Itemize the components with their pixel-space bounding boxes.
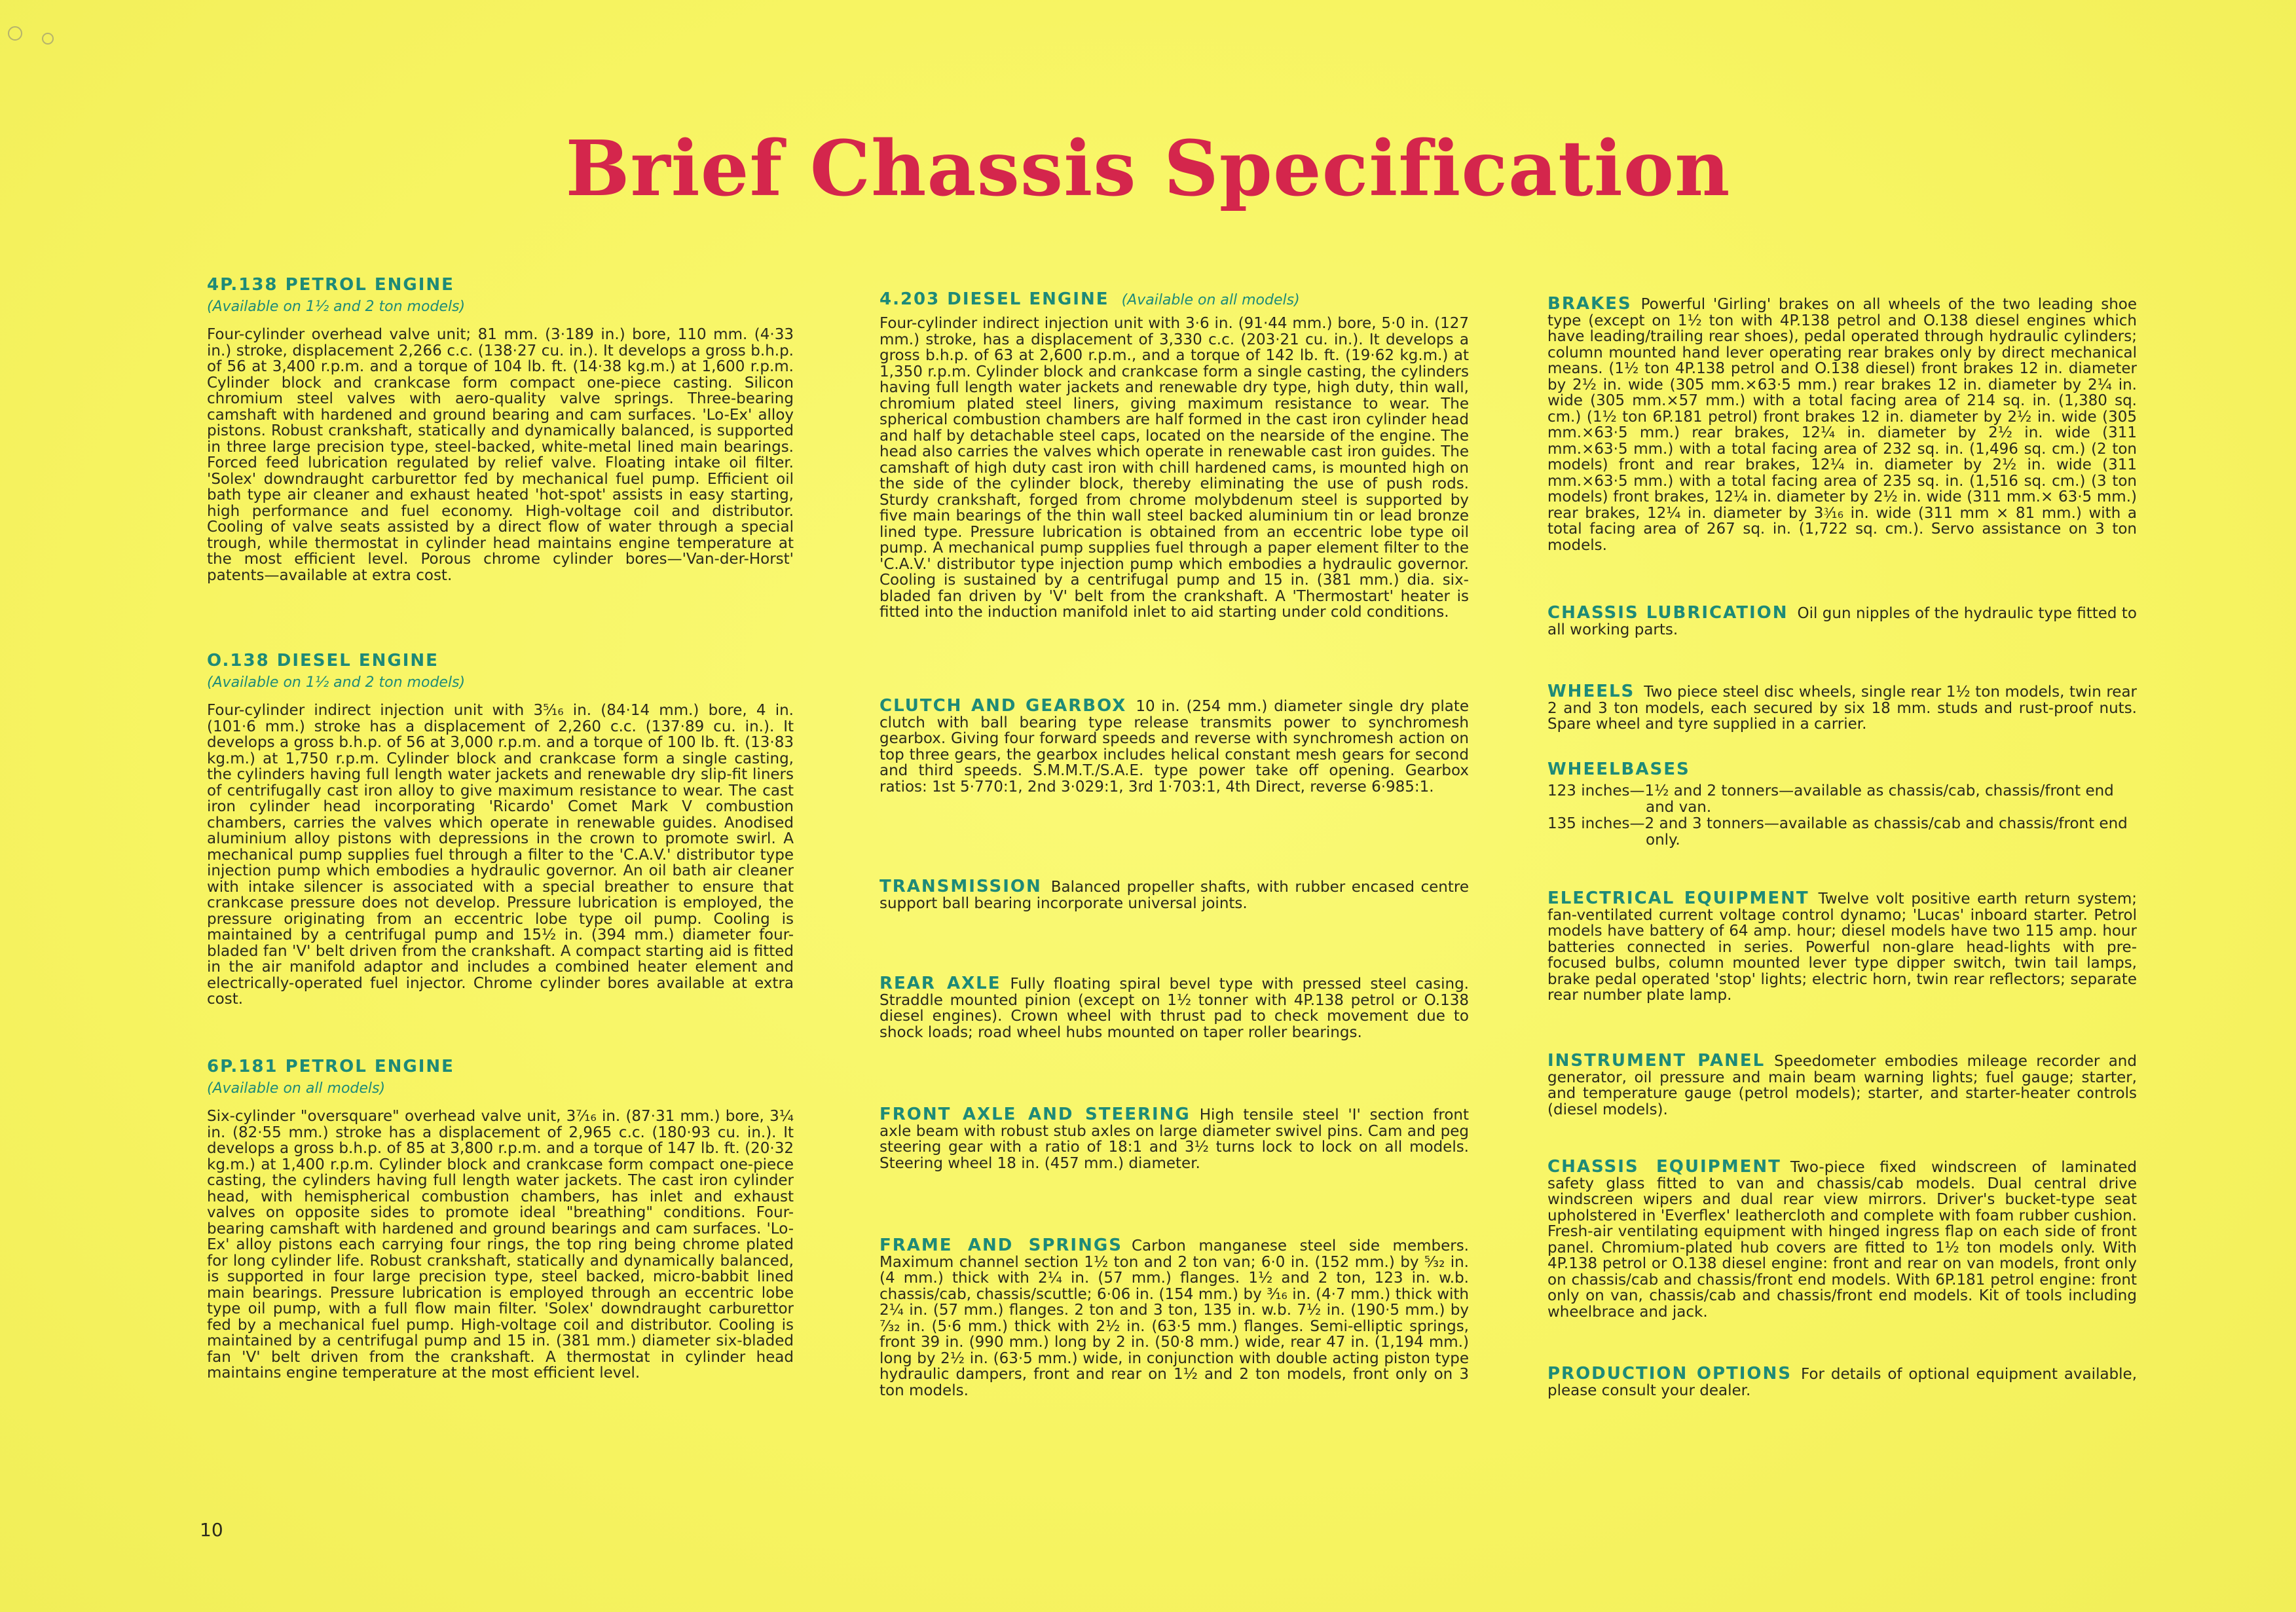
section-heading: CHASSIS EQUIPMENT: [1547, 1157, 1781, 1177]
section-body: For details of optional equipment available, please consult your dealer.: [1547, 1366, 2137, 1399]
section-body: Speedometer embodies mileage recorder and generator, oil pressure and main beam warning lights; fuel gauge; starter, and temperature gauge (petrol models); starter, and starter-heater controls (diesel models).: [1547, 1053, 2137, 1118]
section-body: Two piece steel disc wheels, single rear 1½ ton models, twin rear 2 and 3 ton models, each secured by six 18 mm. studs and rust-proof nuts. Spare wheel and tyre supplied in a carrier.: [1547, 684, 2137, 733]
section-heading: ELECTRICAL EQUIPMENT: [1547, 888, 1809, 908]
section-4203-diesel: [880, 289, 1469, 621]
section-header: [880, 289, 1469, 309]
section-body: High tensile steel 'I' section front axle beam with robust stub axles on large diameter swivel pins. Cam and peg steering gear with a ratio of 18:1 and 3½ turns lock to lock on all models. Steering wheel 18 in. (457 mm.) diameter.: [880, 1107, 1469, 1172]
section-heading: CLUTCH AND GEARBOX: [880, 696, 1127, 716]
section-body: Four-cylinder indirect injection unit with 3⁵⁄₁₆ in. (84·14 mm.) bore, 4 in. (101·6 mm.) stroke has a displacement of 2,260 c.c. (137·89 cu. in.). It develops a gross b.h.p. of 56 at 3,000 r.p.m. and a torque of 100 lb. ft. (13·83 kg.m.) at 1,750 r.p.m. Cylinder block and crankcase form a single casting, the cylinders having full length water jackets and renewable dry slip-fit liners of centrifugally cast iron alloy to give maximum resistance to wear. The cast iron cylinder head incorporating 'Ricardo' Comet Mark V combustion chambers, carries the valves which operate in renewable guides. Anodised aluminium alloy pistons with depressions in the crown to promote swirl. A mechanical pump supplies fuel through a filter to the 'C.A.V.' distributor type injection pump which embodies a hydraulic governor. An oil bath air cleaner with intake silencer is associated with a special breather to ensure that crankcase pressure does not develop. Pressure lubrication is employed, the pressure originating from an eccentric lobe type oil pump. Cooling is maintained by a centrifugal pump and 15½ in. (394 mm.) diameter four-bladed fan 'V' belt driven from the crankshaft. A compact starting aid is fitted in the air manifold adaptor and includes a combined heater element and electrically-operated fuel injector. Chrome cylinder bores available at extra cost.: [207, 702, 794, 1008]
section-body: Two-piece fixed windscreen of laminated safety glass fitted to van and chassis/cab models. Dual central drive windscreen wipers and dual rear view mirrors. Driver's bucket-type seat upholstered in 'Everflex' leathercloth and complete with foam rubber cushion. Fresh-air ventilating equipment with hinged ingress flap on each side of front panel. Chromium-plated hub covers are fitted to 1½ ton models only. With 4P.138 petrol or O.138 diesel engine: front and rear on van models, front only on chassis/cab and chassis/front end models. With 6P.181 petrol engine: front only on van, chassis/cab and chassis/front end models. Kit of tools including wheelbrace and jack.: [1547, 1159, 2137, 1321]
section-4p138-petrol: [207, 275, 794, 583]
section-heading: O.138 DIESEL ENGINE: [207, 651, 439, 670]
section-subheading: (Available on 1½ and 2 ton models): [207, 674, 466, 691]
section-chassis-equipment: [1547, 1159, 2137, 1320]
section-heading: WHEELBASES: [1547, 760, 1690, 779]
section-front-axle: [880, 1107, 1469, 1171]
section-electrical-equipment: [1547, 890, 2137, 1004]
section-heading: 4.203 DIESEL ENGINE: [880, 289, 1109, 309]
section-transmission: [880, 879, 1469, 911]
paper-mark: [42, 33, 54, 45]
section-heading: FRONT AXLE AND STEERING: [880, 1105, 1191, 1124]
section-body: Fully floating spiral bevel type with pressed steel casing. Straddle mounted pinion (except on 1½ tonner with 4P.138 petrol or O.138 diesel engines). Crown wheel with thrust pad to check movement due to shock loads; road wheel hubs mounted on taper roller bearings.: [880, 976, 1469, 1041]
section-heading: CHASSIS LUBRICATION: [1547, 603, 1788, 623]
section-chassis-lubrication: [1547, 605, 2137, 638]
section-body: 10 in. (254 mm.) diameter single dry plate clutch with ball bearing type release transmits power to synchromesh gearbox. Giving four forward speeds and reverse with synchromesh action on top three gears, the gearbox includes helical constant mesh gears for second and third speeds. S.M.M.T./S.A.E. type power take off opening. Gearbox ratios: 1st 5·770:1, 2nd 3·029:1, 3rd 1·703:1, 4th Direct, reverse 6·985:1.: [880, 698, 1469, 796]
page-number: 10: [200, 1519, 223, 1541]
section-instrument-panel: [1547, 1053, 2137, 1118]
section-body: Six-cylinder "oversquare" overhead valve unit, 3⁷⁄₁₆ in. (87·31 mm.) bore, 3¼ in. (82·55 mm.) stroke has a displacement of 2,965 c.c. (180·93 cu. in.). It develops a gross b.h.p. of 85 at 3,800 r.p.m. and a torque of 147 lb. ft. (20·32 kg.m.) at 1,400 r.p.m. Cylinder block and crankcase form compact one-piece casting, the cylinders having full length water jackets. The cast iron cylinder head, with hemispherical combustion chambers, has inlet and exhaust valves on opposite sides to promote ideal "breathing" conditions. Four-bearing camshaft with hardened and ground bearings and cam surfaces. 'Lo-Ex' alloy pistons each carrying four rings, the top ring being chrome plated for long cylinder life. Robust crankshaft, statically and dynamically balanced, is supported in four large precision type, steel backed, micro-babbit lined main bearings. Pressure lubrication is employed through an eccentric lobe type oil pump, with a full flow main filter. 'Solex' downdraught carburettor fed by a mechanical fuel pump. High-voltage coil and distributor. Cooling is maintained by a centrifugal pump and 15 in. (381 mm.) diameter six-bladed fan 'V' belt driven from the crankshaft. A thermostat in cylinder head maintains engine temperature at the most efficient level.: [207, 1108, 794, 1382]
section-o138-diesel: [207, 651, 794, 1008]
section-subheading: (Available on 1½ and 2 ton models): [207, 299, 466, 315]
section-body: Carbon manganese steel side members. Maximum channel section 1½ ton and 2 ton van; 6·0 in. (152 mm.) by ⁵⁄₃₂ in. (4 mm.) thick with 2¼ in. (57 mm.) flanges. 1½ and 2 ton, 123 in. w.b. chassis/cab, chassis/scuttle; 6·06 in. (154 mm.) by ³⁄₁₆ in. (4·7 mm.) thick with 2¼ in. (57 mm.) flanges. 2 ton and 3 ton, 135 in. w.b. 7½ in. (190·5 mm.) by ⁷⁄₃₂ in. (5·6 mm.) thick with 2½ in. (63·5 mm.) flanges. Semi-elliptic springs, front 39 in. (990 mm.) long by 2 in. (50·8 mm.) wide, rear 47 in. (1,194 mm.) long by 2½ in. (63·5 mm.) wide, in conjunction with double acting piston type hydraulic dampers, front and rear on 1½ and 2 ton models, front only on 3 ton models.: [880, 1237, 1469, 1399]
section-body: Powerful 'Girling' brakes on all wheels of the two leading shoe type (except on 1½ ton with 4P.138 petrol and O.138 diesel engines which have leading/trailing rear shoes), pedal operated through hydraulic cylinders; column mounted hand lever operating rear brakes only by direct mechanical means. (1½ ton 4P.138 petrol and O.138 diesel) front brakes 12 in. diameter by 2½ in. wide (305 mm.×63·5 mm.) rear brakes 12 in. diameter by 2¼ in. wide (305 mm.×57 mm.) with a total facing area of 214 sq. in. (1,380 sq. cm.) (1½ ton 6P.181 petrol) front brakes 12 in. diameter by 2½ in. wide (305 mm.×63·5 mm.) rear brakes, 12¼ in. diameter by 2½ in. wide (311 mm.×63·5 mm.) with a total facing area of 232 sq. in. (1,496 sq. cm.) (2 ton models) front and rear brakes, 12¼ in. diameter by 2½ in. wide (311 mm.×63·5 mm.) with a total facing area of 235 sq. in. (1,516 sq. cm.) (3 ton models) front brakes, 12¼ in. diameter by 2½ in. wide (311 mm.× 63·5 mm.) rear brakes, 12¼ in. diameter by 3⁳⁄₁₆ in. wide (311 mm × 81 mm.) with a total facing area of 267 sq. in. (1,722 sq. cm.). Servo assistance on 3 ton models.: [1547, 296, 2137, 554]
section-wheelbases: [1547, 760, 2137, 849]
section-frame-springs: [880, 1237, 1469, 1399]
section-body: Twelve volt positive earth return system; fan-ventilated current voltage control dynamo; 'Lucas' inboard starter. Petrol models have battery of 64 amp. hour; diesel models have two 115 amp. hour batteries connected in series. Powerful non-glare head-lights with pre-focused bulbs, column mounted lever type dipper switch, twin tail lamps, brake pedal operated 'stop' lights; electric horn, twin rear reflectors; separate rear number plate lamp.: [1547, 890, 2137, 1004]
section-subheading: (Available on all models): [207, 1080, 386, 1097]
section-heading: 4P.138 PETROL ENGINE: [207, 275, 454, 295]
section-heading: INSTRUMENT PANEL: [1547, 1051, 1766, 1071]
section-heading: BRAKES: [1547, 294, 1632, 314]
section-heading: 6P.181 PETROL ENGINE: [207, 1057, 454, 1076]
section-heading: WHEELS: [1547, 682, 1635, 701]
section-heading: FRAME AND SPRINGS: [880, 1236, 1122, 1255]
section-clutch-gearbox: [880, 698, 1469, 795]
section-body: Four-cylinder overhead valve unit; 81 mm. (3·189 in.) bore, 110 mm. (4·33 in.) stroke, displacement 2,266 c.c. (138·27 cu. in.). It develops a gross b.h.p. of 56 at 3,400 r.p.m. and a torque of 104 lb. ft. (14·38 kg.m.) at 1,600 r.p.m. Cylinder block and crankcase form compact one-piece casting. Silicon chromium steel valves with aero-quality valve springs. Three-bearing camshaft with hardened and ground bearing and cam surfaces. 'Lo-Ex' alloy pistons. Robust crankshaft, statically and dynamically balanced, is supported in three large precision type, steel-backed, white-metal lined main bearings. Forced feed lubrication regulated by relief valve. Floating intake oil filter. 'Solex' downdraught carburettor fed by mechanical fuel pump. Efficient oil bath type air cleaner and exhaust heated 'hot-spot' assists in easy starting, high performance and fuel economy. High-voltage coil and distributor. Cooling of valve seats assisted by a direct flow of water through a special trough, while thermostat in cylinder head maintains engine temperature at the most efficient level. Porous chrome cylinder bores—'Van-der-Horst' patents—available at extra cost.: [207, 326, 794, 584]
section-heading: TRANSMISSION: [880, 877, 1042, 896]
section-6p181-petrol: [207, 1057, 794, 1382]
wheelbase-line: 123 inches—1½ and 2 tonners—available as chassis/cab, chassis/front end and van.: [1547, 782, 2114, 816]
section-brakes: [1547, 296, 2137, 553]
section-wheels: [1547, 684, 2137, 733]
section-heading: REAR AXLE: [880, 974, 1001, 993]
section-body: Balanced propeller shafts, with rubber encased centre support ball bearing incorporate universal joints.: [880, 879, 1469, 912]
section-heading: PRODUCTION OPTIONS: [1547, 1364, 1792, 1383]
section-body: Oil gun nipples of the hydraulic type fitted to all working parts.: [1547, 605, 2137, 638]
wheelbase-line: 135 inches—2 and 3 tonners—available as chassis/cab and chassis/front end only.: [1547, 815, 2128, 849]
section-production-options: [1547, 1366, 2137, 1399]
section-rear-axle: [880, 976, 1469, 1040]
section-subheading: (Available on all models): [1121, 292, 1300, 308]
paper-mark: [8, 26, 22, 41]
page-title: Brief Chassis Specification: [565, 124, 1731, 213]
section-body: Four-cylinder indirect injection unit with 3·6 in. (91·44 mm.) bore, 5·0 in. (127 mm.) stroke, has a displacement of 3,330 c.c. (203·21 cu. in.). It develops a gross b.h.p. of 63 at 2,600 r.p.m., and a torque of 142 lb. ft. (19·62 kg.m.) at 1,350 r.p.m. Cylinder block and crankcase form a single casting, the cylinders having full length water jackets and renewable dry type, high duty, thin wall, chromium plated steel liners, giving maximum resistance to wear. The spherical combustion chambers are half formed in the cast iron cylinder head and half by detachable steel caps, located on the nearside of the engine. The head also carries the valves which operate in renewable cast iron guides. The camshaft of high duty cast iron with chill hardened cams, is mounted high on the side of the cylinder block, thereby eliminating the use of push rods. Sturdy crankshaft, forged from chrome molybdenum steel is supported by five main bearings of the thin wall steel backed aluminium tin or lead bronze lined type. Pressure lubrication is obtained from an eccentric lobe type oil pump. A mechanical pump supplies fuel through a paper element filter to the 'C.A.V.' distributor type injection pump which embodies a hydraulic governor. Cooling is sustained by a centrifugal pump and 15 in. (381 mm.) dia. six-bladed fan driven by 'V' belt from the crankshaft. A 'Thermostart' heater is fitted into the induction manifold inlet to aid starting under cold conditions.: [880, 315, 1469, 621]
